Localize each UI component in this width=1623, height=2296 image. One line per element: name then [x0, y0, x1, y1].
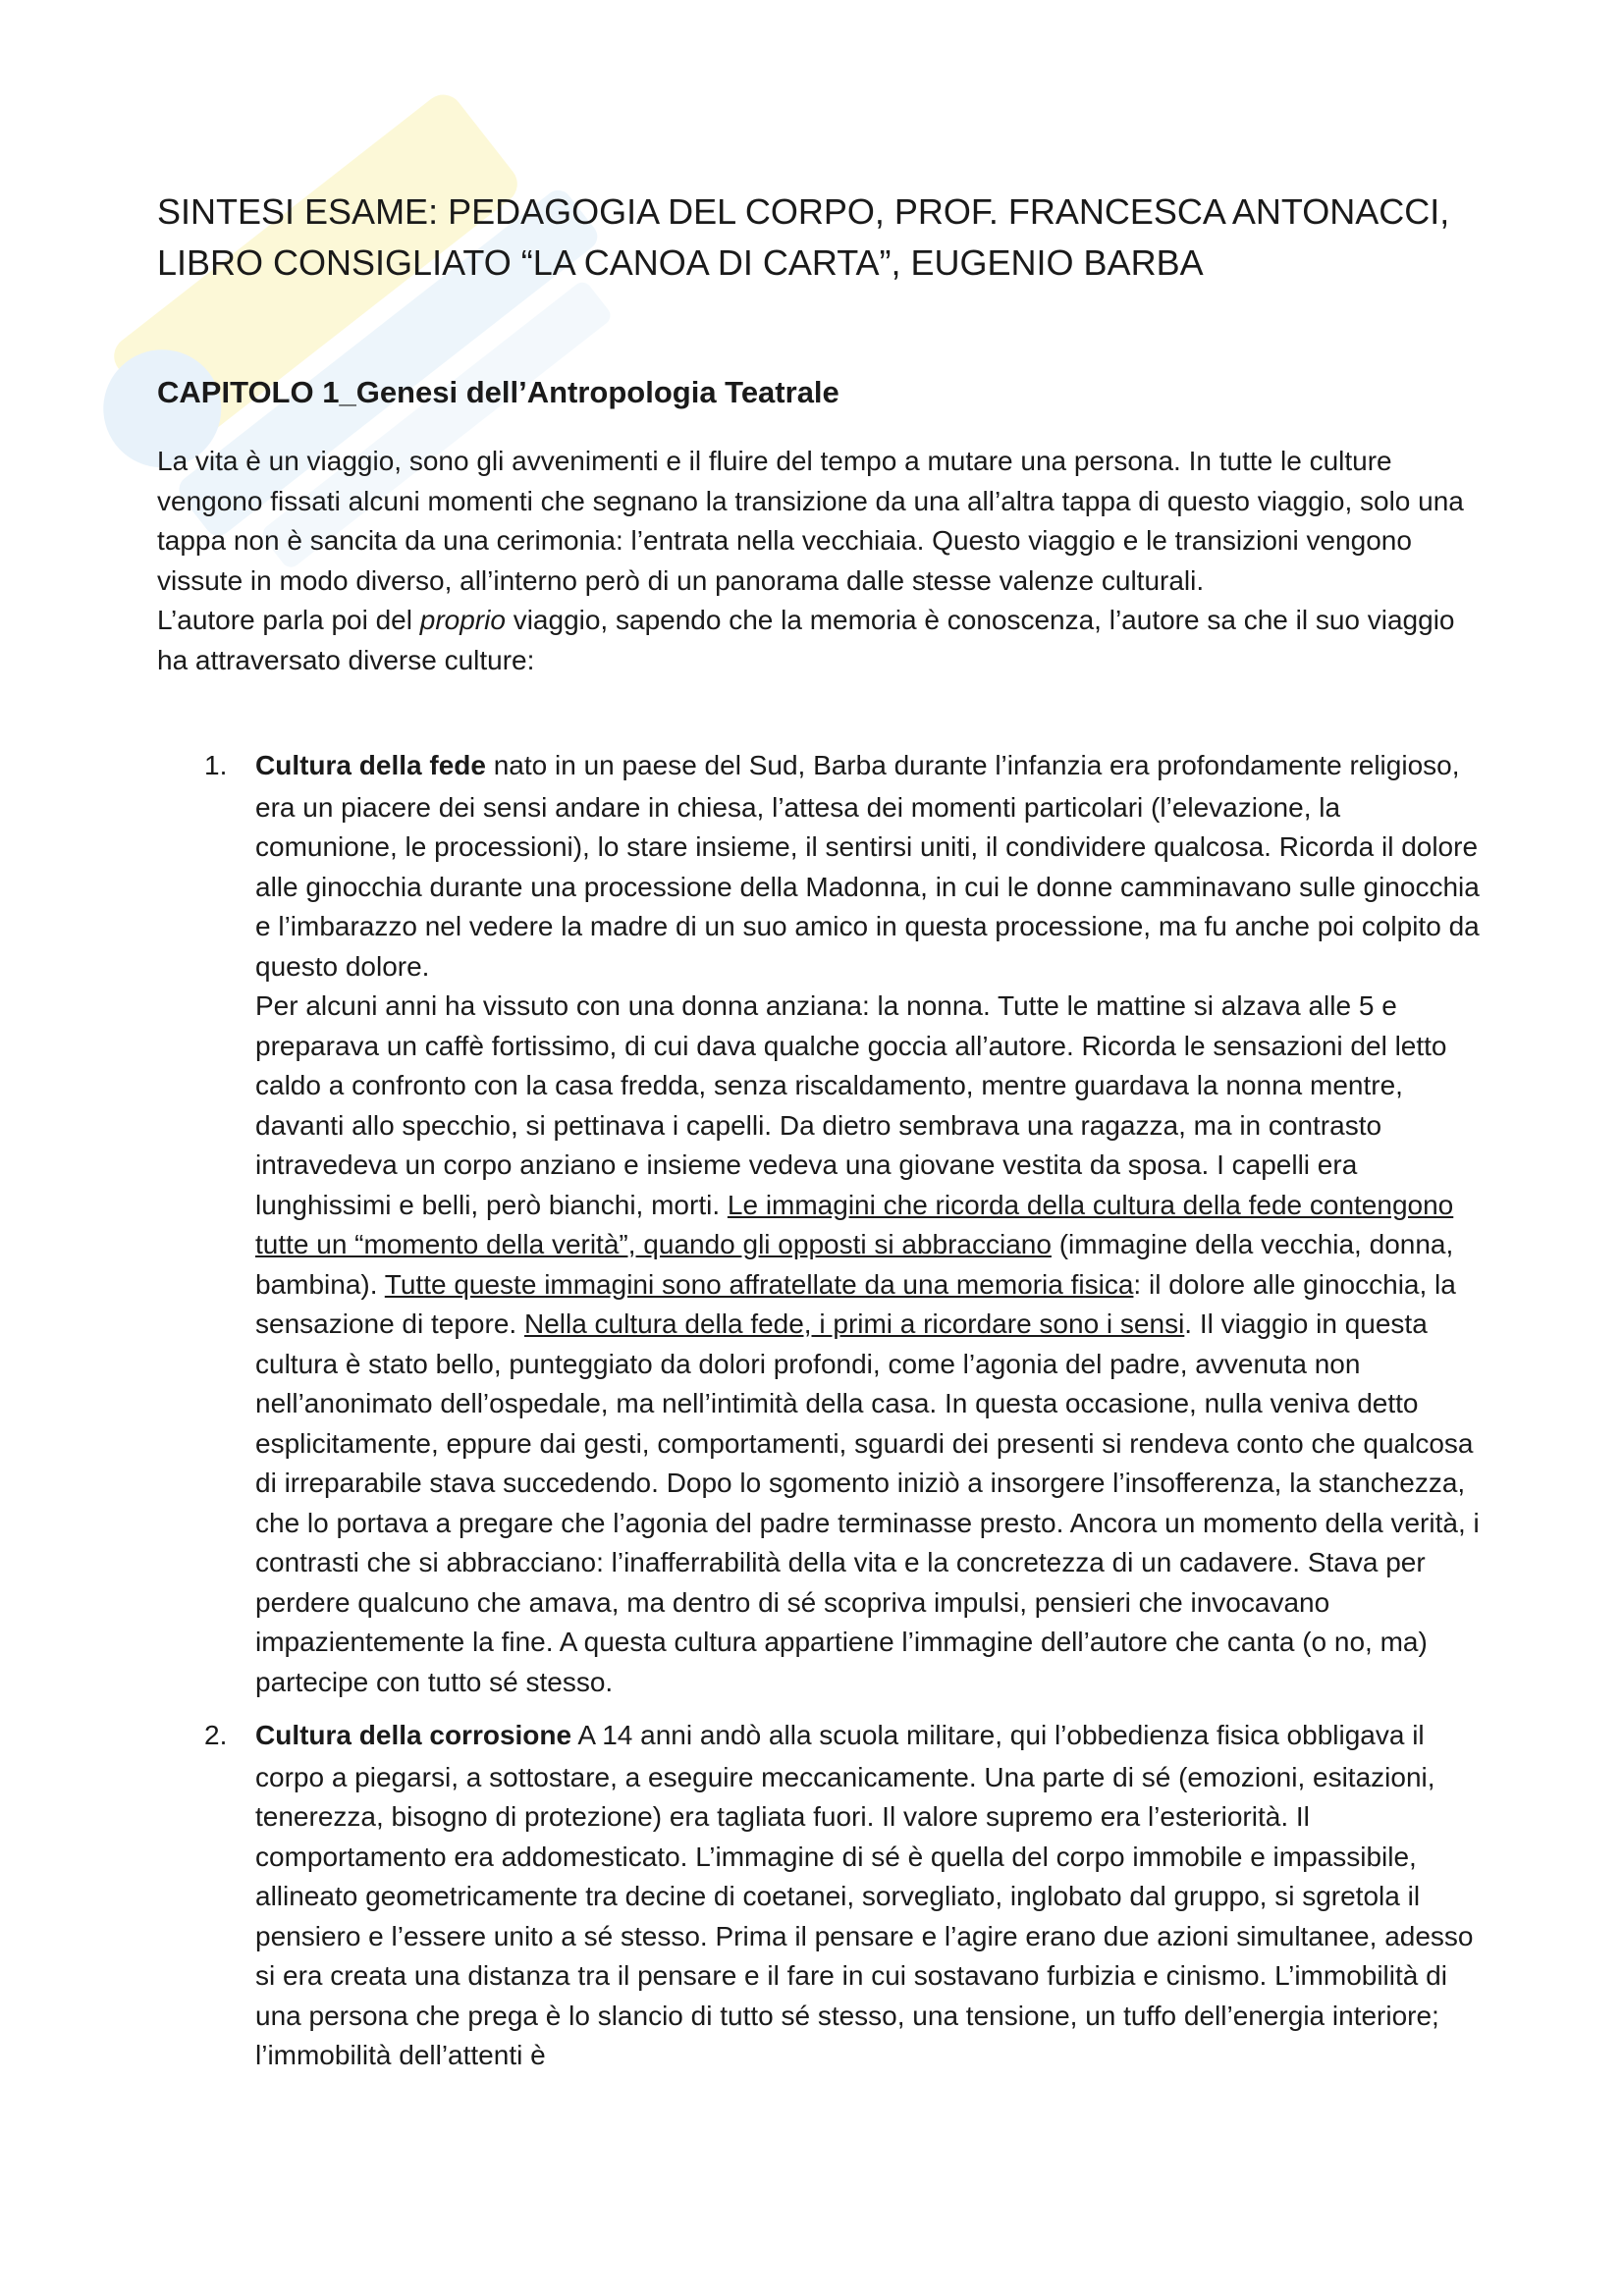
intro-paragraph [157, 442, 1478, 680]
list-number: 1. [204, 750, 228, 780]
underlined-text: Nella cultura della fede, i primi a ricordare sono i sensi [523, 1308, 1185, 1339]
list-number: 2. [204, 1720, 228, 1750]
document-title: SINTESI ESAME: PEDAGOGIA DEL CORPO, PROF. FRANCESCA ANTONACCI, LIBRO CONSIGLIATO “LA CANOA DI CARTA”, EUGENIO BARBA [157, 191, 1450, 283]
intro-text-italic: proprio [419, 605, 506, 635]
underlined-text: Tutte queste immagini sono affratellate da una memoria fisica [384, 1268, 1134, 1300]
underlined-text: Le immagini che ricorda della cultura della fede contengono tutte un “momento della verità”, quando gli opposti si abbracciano [255, 1189, 1454, 1259]
item-text: (immagine della vecchia, donna, bambina). [255, 1229, 1454, 1300]
item-text: A 14 anni andò alla scuola militare, qui l’obbedienza fisica obbligava il corpo a piegarsi, a sottostare, a eseguire meccanicamente. Una parte di sé (emozioni, esitazioni, tenerezza, bisogno di protezione) era tagliata fuori. Il valore supremo era l’esteriorità. Il comportamento era addomesticato. L’immagine di sé è quella del corpo immobile e impassibile, allineato geometricamente tra decine di coetanei, sorvegliato, inglobato dal gruppo, si sgretola il pensiero e l’essere unito a sé stesso. Prima il pensare e l’agire erano due azioni simultanee, adesso si era creata una distanza tra il pensare e il fare in cui sostavano furbizia e cinismo. L’immobilità di una persona che prega è lo slancio di tutto sé stesso, una tensione, un tuffo dell’energia interiore; l’immobilità dell’attenti è [255, 1720, 1474, 2070]
chapter-prefix: CAPITOLO 1_ [157, 375, 356, 409]
item-text: nato in un paese del Sud, Barba durante l’infanzia era profondamente religioso, era un piacere dei sensi andare in chiesa, l’attesa dei momenti particolari (l’elevazione, la comunione, le processioni), lo stare insieme, il sentirsi uniti, il condividere qualcosa. Ricorda il dolore alle ginocchia durante una processione della Madonna, in cui le donne camminavano sulle ginocchia e l’imbarazzo nel vedere la madre di un suo amico in questa processione, ma fu anche poi colpito da questo dolore. [255, 750, 1480, 982]
list-item [196, 1716, 1483, 2076]
item-text: : il dolore alle ginocchia, la sensazione di tepore. [255, 1268, 1456, 1339]
list-heading: Cultura della corrosione [255, 1720, 572, 1750]
item-text: . Il viaggio in questa cultura è stato bello, punteggiato da dolori profondi, come l’agonia del padre, avvenuta non nell’anonimato dell’ospedale, ma nell’intimità della casa. In questa occasione, nulla veniva detto esplicitamente, eppure dai gesti, comportamenti, sguardi dei presenti si rendeva conto che qualcosa di irreparabile stava succedendo. Dopo lo sgomento iniziò a insorgere l’insofferenza, la stanchezza, che lo portava a pregare che l’agonia del padre terminasse presto. Ancora un momento della verità, i contrasti che si abbracciano: l’inafferrabilità della vita e la concretezza di un cadavere. Stava per perdere qualcuno che amava, ma dentro di sé scopriva impulsi, pensieri che invocavano impazientemente la fine. A questa cultura appartiene l’immagine dell’autore che canta (o no, ma) partecipe con tutto sé stesso. [255, 1308, 1480, 1697]
intro-text-2b: viaggio, sapendo che la memoria è conoscenza, l’autore sa che il suo viaggio ha attraversato diverse culture: [157, 605, 1455, 675]
item-text: Per alcuni anni ha vissuto con una donna anziana: la nonna. Tutte le mattine si alzava alle 5 e preparava un caffè fortissimo, di cui dava qualche goccia all’autore. Ricorda le sensazioni del letto caldo a confronto con la casa fredda, senza riscaldamento, mentre guardava la nonna mentre, davanti allo specchio, si pettinava i capelli. Da dietro sembrava una ragazza, ma in contrasto intravedeva un corpo anziano e insieme vedeva una giovane vestita da sposa. I capelli era lunghissimi e belli, però bianchi, morti. [255, 990, 1447, 1220]
list-heading: Cultura della fede [255, 750, 486, 780]
culture-list [196, 746, 1483, 2076]
list-item [196, 746, 1483, 1702]
intro-text-2a: L’autore parla poi del [157, 605, 420, 635]
chapter-heading [157, 373, 1473, 412]
chapter-name: Genesi dell’Antropologia Teatrale [355, 375, 839, 409]
intro-text-1: La vita è un viaggio, sono gli avvenimenti e il fluire del tempo a mutare una persona. In tutte le culture vengono fissati alcuni momenti che segnano la transizione da una all’altra tappa di questo viaggio, solo una tappa non è sancita da una cerimonia: l’entrata nella vecchiaia. Questo viaggio e le transizioni vengono vissute in modo diverso, all’interno però di un panorama dalle stesse valenze culturali. [157, 446, 1464, 596]
